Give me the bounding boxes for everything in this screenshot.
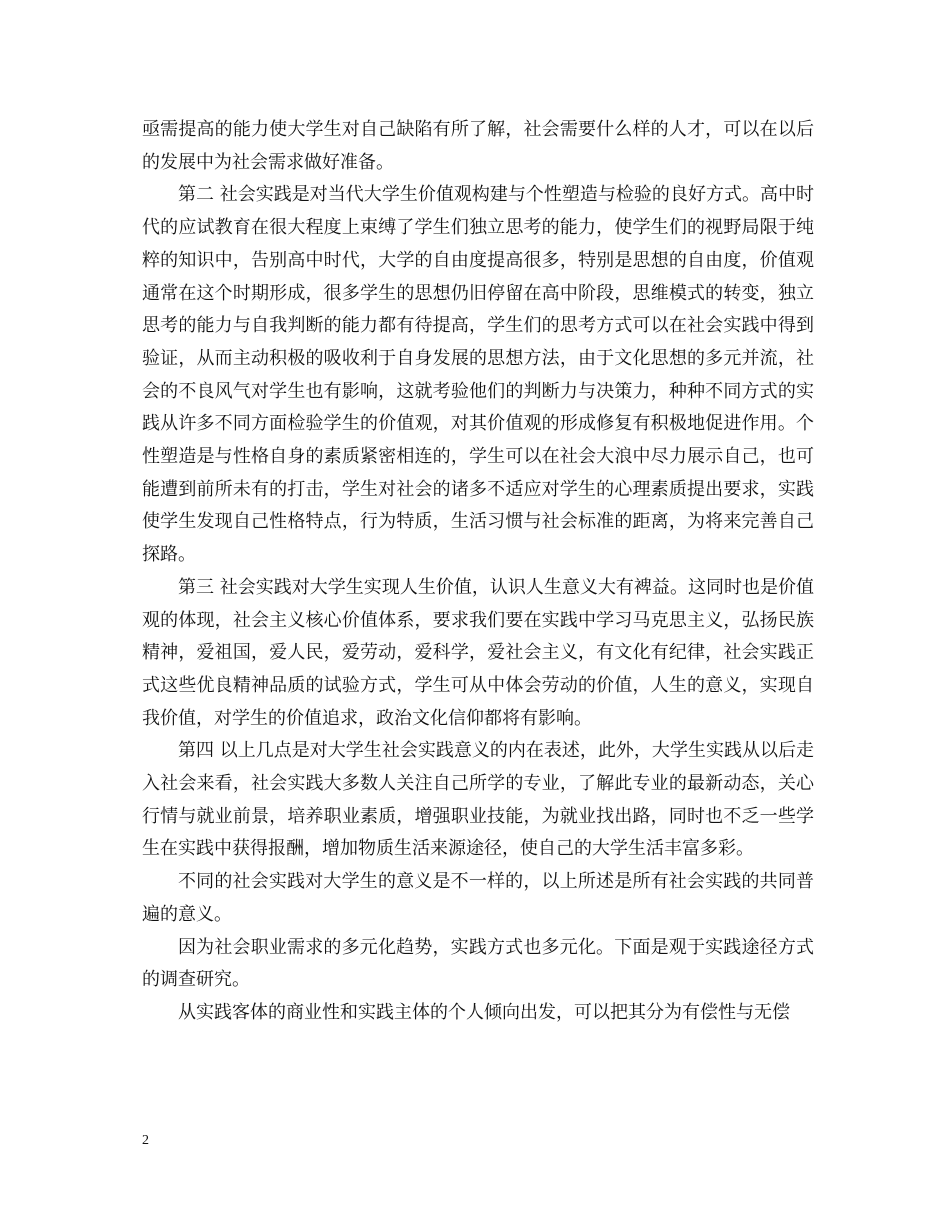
body-text (142, 114, 814, 1030)
paragraph-fourth-point: 第四 以上几点是对大学生社会实践意义的内在表述，此外，大学生实践从以后走入社会来看，社会实践大多数人关注自己所学的专业，了解此专业的最新动态，关心行情与就业前景，培养职业素质，增强职业技能，为就业找出路，同时也不乏一些学生在实践中获得报酬，增加物质生活来源途径，使自己的大学生活丰富多彩。 (142, 740, 814, 860)
paragraph-third-point: 第三 社会实践对大学生实现人生价值，认识人生意义大有裨益。这同时也是价值观的体现，社会主义核心价值体系，要求我们要在实践中学习马克思主义，弘扬民族精神，爱祖国，爱人民，爱劳动，爱科学，爱社会主义，有文化有纪律，社会实践正式这些优良精神品质的试验方式，学生可从中体会劳动的价值，人生的意义，实现自我价值，对学生的价值追求，政治文化信仰都将有影响。 (142, 576, 814, 729)
page-number: 2 (142, 1133, 149, 1148)
paragraph-diversification: 因为社会职业需求的多元化趋势，实践方式也多元化。下面是观于实践途径方式的调查研究。 (142, 936, 814, 991)
paragraph-summary: 不同的社会实践对大学生的意义是不一样的，以上所述是所有社会实践的共同普遍的意义。 (142, 871, 814, 925)
paragraph-second-point: 第二 社会实践是对当代大学生价值观构建与个性塑造与检验的良好方式。高中时代的应试教育在很大程度上束缚了学生们独立思考的能力，使学生们的视野局限于纯粹的知识中，告别高中时代，大学的自由度提高很多，特别是思想的自由度，价值观通常在这个时期形成，很多学生的思想仍旧停留在高中阶段，思维模式的转变，独立思考的能力与自我判断的能力都有待提高，学生们的思考方式可以在社会实践中得到验证，从而主动积极的吸收利于自身发展的思想方法，由于文化思想的多元并流，社会的不良风气对学生也有影响，这就考验他们的判断力与决策力，种种不同方式的实践从许多不同方面检验学生的价值观，对其价值观的形成修复有积极地促进作用。个性塑造是与性格自身的素质紧密相连的，学生可以在社会大浪中尽力展示自己，也可能遭到前所未有的打击，学生对社会的诸多不适应对学生的心理素质提出要求，实践使学生发现自己性格特点，行为特质，生活习惯与社会标准的距离，为将来完善自己探路。 (142, 184, 814, 566)
paragraph-classification: 从实践客体的商业性和实践主体的个人倾向出发，可以把其分为有偿性与无偿 (178, 1001, 790, 1023)
paragraph-continuation: 亟需提高的能力使大学生对自己缺陷有所了解，社会需要什么样的人才，可以在以后的发展中为社会需求做好准备。 (142, 119, 814, 173)
